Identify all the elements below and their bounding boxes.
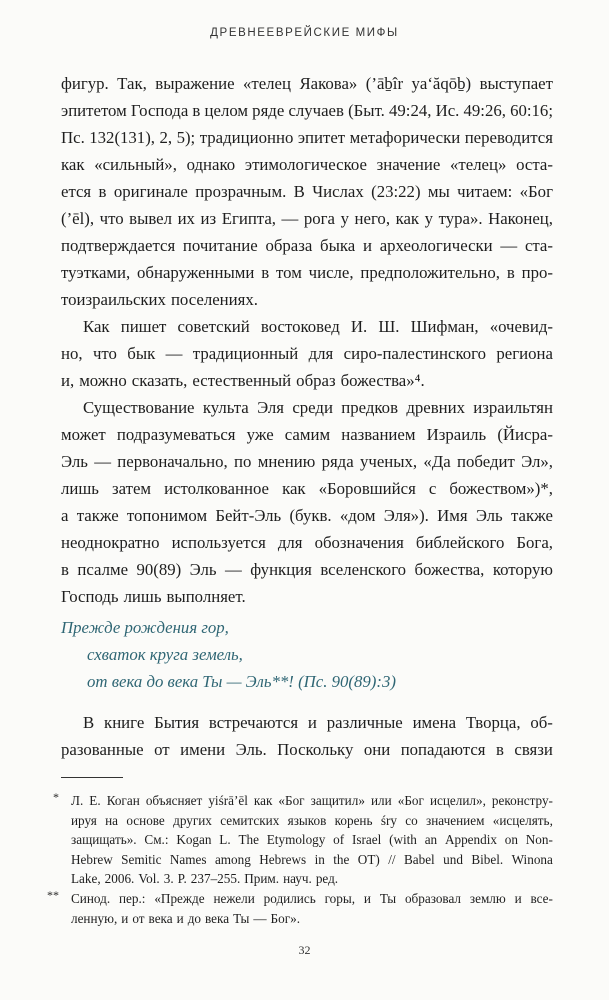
- text-line: тоизраильских поселениях.: [61, 290, 258, 309]
- text-line: и, можно сказать, естественный образ божества»⁴.: [61, 371, 425, 390]
- text-line: Господь лишь выполняет.: [61, 587, 246, 606]
- text-line: но, что бык — традиционный для сиро-палестинского региона: [61, 344, 553, 363]
- footnote-line: Lake, 2006. Vol. 3. P. 237–255. Прим. науч. ред.: [71, 871, 339, 886]
- text-line: фигур. Так, выражение «телец Яакова» (’āḇîr ya‘ăqōḇ) выступает: [61, 74, 553, 93]
- poem-line: схваток круга земель,: [87, 645, 243, 664]
- text-line: в псалме 90(89) Эль — функция вселенского божества, которую: [61, 560, 553, 579]
- footnote-line: Л. Е. Коган объясняет yiśrā’ēl как «Бог защитил» или «Бог исцелил», реконстру-: [71, 793, 553, 808]
- footnote-mark: *: [53, 790, 59, 804]
- footnote-divider: [61, 777, 123, 778]
- closing-paragraph: [61, 709, 553, 763]
- paragraph-1: [61, 70, 553, 313]
- text-line: эпитетом Господа в целом ряде случаев (Быт. 49:24, Ис. 49:26, 60:16;: [61, 101, 553, 120]
- psalm-quote: [61, 614, 553, 695]
- paragraph-2: [61, 313, 553, 394]
- text-line: Как пишет советский востоковед И. Ш. Шифман, «очевид-: [83, 317, 553, 336]
- text-line: может подразумеваться уже самим названием Израиль (Йисра-: [61, 425, 553, 444]
- text-line: как «сильный», однако этимологическое значение «телец» оста-: [61, 155, 553, 174]
- footnote-line: Hebrew Semitic Names among Hebrews in the OT) // Babel und Bibel. Winona: [71, 851, 553, 867]
- footnote-line: ленную, и от века и до века Ты — Бог».: [71, 910, 300, 926]
- text-line: разованные от имени Эль. Поскольку они попадаются в связи: [61, 740, 553, 759]
- text-line: Пс. 132(131), 2, 5); традиционно эпитет метафорически переводится: [61, 128, 553, 147]
- poem-line: от века до века Ты — Эль**! (Пс. 90(89):3): [87, 672, 396, 691]
- text-line: ется в оригинале прозрачным. В Числах (23:22) мы читаем: «Бог: [61, 182, 553, 201]
- footnote-line: Синод. пер.: «Прежде нежели родились горы, и Ты образовал землю и все-: [71, 891, 553, 906]
- page-number: 32: [298, 943, 311, 957]
- footnote-1: [53, 790, 553, 889]
- text-line: подтверждается почитание образа быка и археологически — ста-: [61, 236, 553, 255]
- text-line: (’ēl), что вывел их из Египта, — рога у него, как у тура». Наконец,: [61, 209, 553, 228]
- text-line: а также топонимом Бейт-Эль (букв. «дом Эля»). Имя Эль также: [61, 506, 553, 525]
- footnote-2: [47, 888, 553, 928]
- text-line: неоднократно используется для обозначения библейского Бога,: [61, 533, 553, 552]
- running-header: ДРЕВНЕЕВРЕЙСКИЕ МИФЫ: [210, 27, 399, 39]
- footnote-line: ируя на основе других семитских языков корень śry со значением «исцелять,: [71, 812, 553, 828]
- text-line: туэтками, обнаруженными в том числе, предположительно, в про-: [61, 263, 553, 282]
- text-line: лишь затем истолкованное как «Боровшийся с божеством»)*,: [61, 479, 553, 498]
- footnote-line: защищать». См.: Kogan L. The Etymology of Israel (with an Appendix on Non-: [71, 832, 553, 847]
- main-text: [61, 70, 553, 610]
- text-line: Эль — первоначально, по мнению ряда ученых, «Да победит Эл»,: [61, 452, 553, 471]
- paragraph-3: [61, 394, 553, 610]
- footnote-mark: **: [47, 888, 59, 902]
- poem-line: Прежде рождения гор,: [61, 618, 229, 637]
- text-line: Существование культа Эля среди предков древних израильтян: [83, 398, 553, 417]
- text-line: В книге Бытия встречаются и различные имена Творца, об-: [83, 713, 553, 732]
